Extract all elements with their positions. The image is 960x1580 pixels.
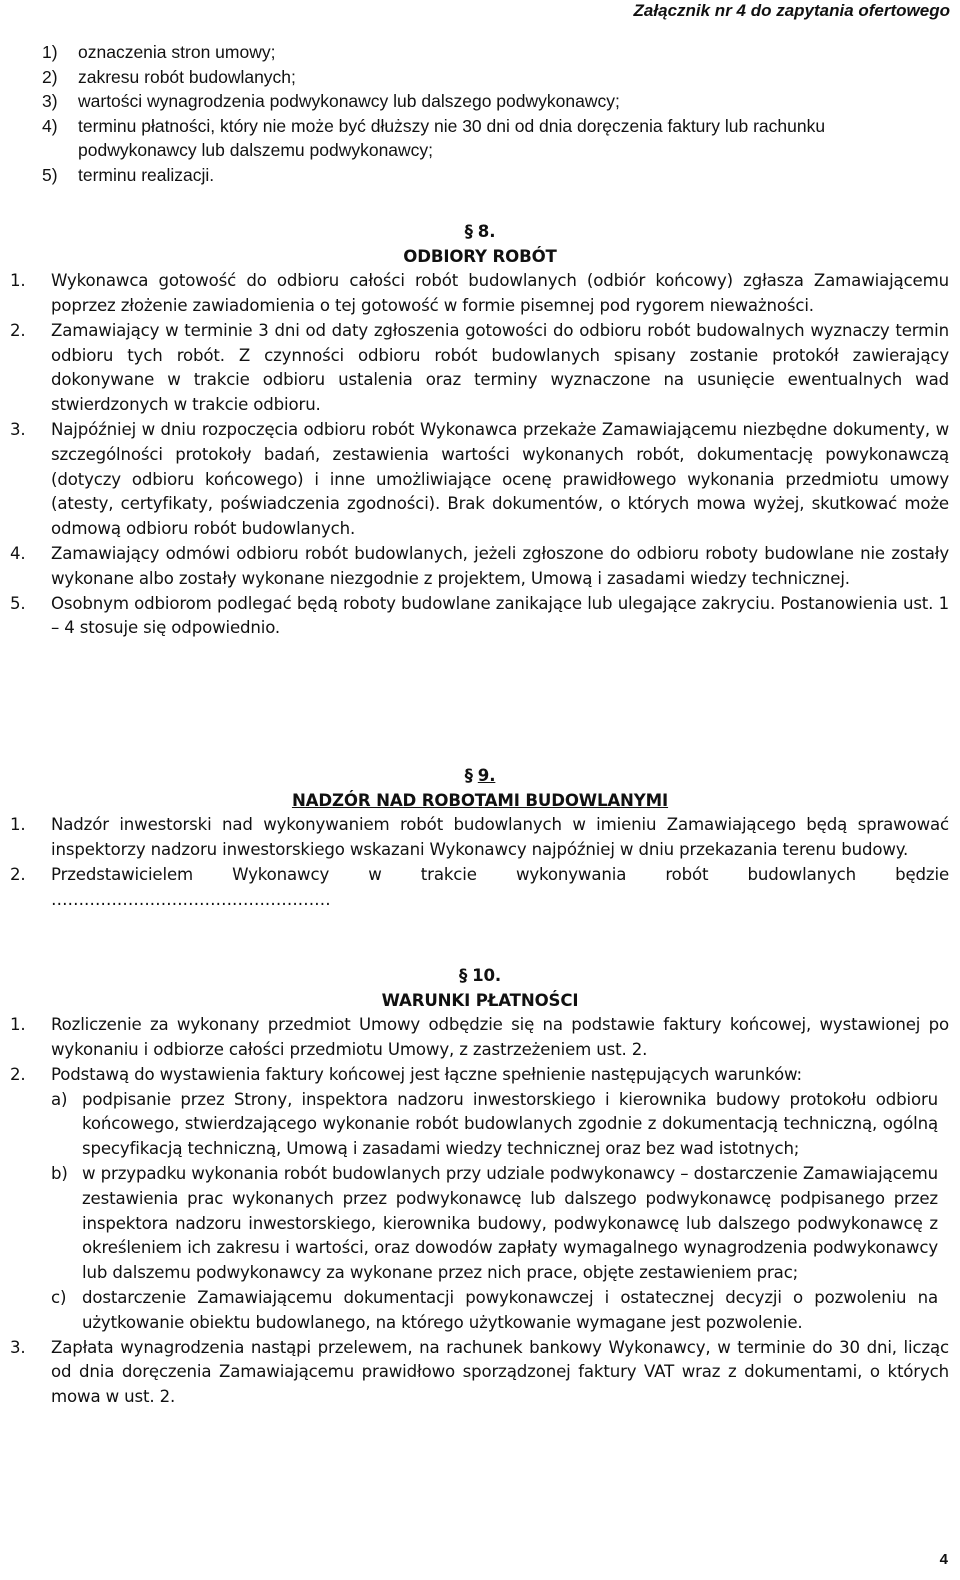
section-item [10, 1063, 960, 1336]
list-item-text: wartości wynagrodzenia podwykonawcy lub dalszego podwykonawcy; [78, 91, 620, 112]
intro-list [42, 40, 942, 188]
sub-item-text: w przypadku wykonania robót budowlanych przy udziale podwykonawcy – dostarczenie Zamawiającemu zestawienia prac wykonanych przez podwykonawcę lub dalszego podwykonawcę podpisanego przez inspektora nadzoru inwestorskiego, kierownika budowy, podwykonawcę lub dalszego podwykonawcę z określeniem ich zakresu i wartości, oraz dowodów zapłaty wymagalnego wynagrodzenia podwykonawcy lub dalszemu podwykonawcy za wykonane przez nich prace, objęte zestawieniem prac; [82, 1163, 938, 1283]
list-item-number: 5) [42, 164, 58, 185]
sub-item-letter: b) [51, 1163, 68, 1183]
item-number: 4. [10, 543, 26, 563]
section-title: WARUNKI PŁATNOŚCI [381, 990, 579, 1010]
attachment-header: Załącznik nr 4 do zapytania ofertowego [633, 1, 950, 20]
item-text: Zamawiający w terminie 3 dni od daty zgłoszenia gotowości do odbioru robót budowalnych wyznaczy termin odbioru tych robót. Z czynności odbioru robót budowlanych spisany zostanie protokół zawierający dokonywane w trakcie odbioru ustalenia oraz terminy wyznaczone na usunięcie ewentualnych wad stwierdzonych w trakcie odbioru. [51, 320, 949, 415]
paragraph-sign: § [464, 222, 473, 241]
section-number-value: 10. [472, 966, 502, 985]
sub-item [51, 1088, 949, 1162]
list-item-number: 3) [42, 91, 58, 112]
list-item-text: terminu płatności, który nie może być dłuższy nie 30 dni od dnia doręczenia faktury lub rachunku podwykonawcy lub dalszemu podwykonawcy; [78, 115, 826, 161]
section-number-value: 8. [477, 222, 496, 241]
item-text: Zapłata wynagrodzenia nastąpi przelewem, na rachunek bankowy Wykonawcy, w terminie do 30 dni, licząc od dnia doręczenia Zamawiającemu prawidłowo sporządzonej faktury VAT wraz z dokumentami, o których mowa w ust. 2. [51, 1337, 949, 1407]
sub-item-text: podpisanie przez Strony, inspektora nadzoru inwestorskiego i kierownika budowy protokołu odbioru końcowego, stwierdzającego wykonanie robót budowlanych zgodnie z dokumentacją techniczną, ogólną specyfikacją techniczną, Umową i zasadami wiedzy technicznej oraz bez wad istotnych; [82, 1089, 938, 1159]
item-text [51, 1063, 960, 1336]
paragraph-sign: § [458, 966, 468, 985]
item-text-intro: Podstawą do wystawienia faktury końcowej jest łączne spełnienie następujących warunków: [51, 1064, 802, 1084]
section-9 [0, 764, 960, 912]
section-item [10, 269, 960, 319]
item-number: 2. [10, 1064, 26, 1084]
list-item [42, 114, 942, 163]
item-number: 2. [10, 320, 26, 340]
sub-item-text: dostarczenie Zamawiającemu dokumentacji powykonawczej i ostatecznej decyzji o pozwoleniu na użytkowanie obiektu budowlanego, na którego użytkowanie wymagane jest pozwolenie. [82, 1287, 938, 1332]
sub-item-letter: c) [51, 1287, 67, 1307]
list-item-text: zakresu robót budowlanych; [78, 66, 296, 87]
item-text: Rozliczenie za wykonany przedmiot Umowy odbędzie się na podstawie faktury końcowej, wystawionej po wykonaniu i odbiorze całości przedmiotu Umowy, z zastrzeżeniem ust. 2. [51, 1015, 949, 1059]
list-item [42, 40, 942, 65]
sub-item-letter: a) [51, 1089, 68, 1109]
section-number [0, 764, 960, 789]
list-item [42, 65, 942, 90]
item-number: 1. [10, 815, 26, 835]
sub-item [51, 1162, 949, 1286]
item-text: Osobnym odbiorom podlegać będą roboty budowlane zanikające lub ulegające zakryciu. Postanowienia ust. 1 – 4 stosuje się odpowiednio. [51, 593, 949, 638]
item-number: 1. [10, 271, 26, 291]
item-text: Zamawiający odmówi odbioru robót budowlanych, jeżeli zgłoszone do odbioru roboty budowlane nie zostały wykonane albo zostały wykonane niezgodnie z projektem, Umową i zasadami wiedzy technicznej. [51, 543, 949, 588]
section-item [10, 542, 960, 592]
section-title: NADZÓR NAD ROBOTAMI BUDOWLANYMI [291, 790, 669, 810]
list-item [42, 89, 942, 114]
list-item-number: 2) [42, 66, 58, 87]
list-item-number: 4) [42, 115, 58, 136]
item-number: 3. [10, 419, 26, 439]
section-number [0, 964, 960, 989]
item-text: Najpóźniej w dniu rozpoczęcia odbioru robót Wykonawca przekaże Zamawiającemu niezbędne dokumenty, w szczególności protokoły badań, zestawienia wartości wykonanych robót, dokumentację powykonawczą (dotyczy odbioru końcowego) i inne umożliwiające ocenę prawidłowego wykonania przedmiotu umowy (atesty, certyfikaty, poświadczenia zgodności). Brak dokumentów, o których mowa wyżej, skutkować może odmową odbioru robót budowlanych. [51, 419, 949, 539]
list-item [42, 163, 942, 188]
section-number-value: 9. [477, 766, 496, 785]
section-title: ODBIORY ROBÓT [403, 246, 557, 266]
item-number: 3. [10, 1337, 26, 1357]
item-text: Nadzór inwestorski nad wykonywaniem robót budowlanych w imieniu Zamawiającego będą sprawować inspektorzy nadzoru inwestorskiego wskazani Wykonawcy najpóźniej w dniu przekazania terenu budowy. [51, 815, 949, 859]
section-8 [0, 220, 960, 641]
list-item-text: terminu realizacji. [78, 164, 215, 185]
list-item-number: 1) [42, 42, 58, 62]
sub-item [51, 1286, 949, 1336]
list-item-text: oznaczenia stron umowy; [78, 42, 276, 62]
item-text: Przedstawicielem Wykonawcy w trakcie wykonywania robót budowlanych będzie …………………………………………… [51, 864, 949, 909]
section-item [10, 863, 960, 913]
paragraph-sign: § [464, 766, 473, 785]
section-item [10, 1013, 960, 1063]
page-number: 4 [939, 1551, 948, 1568]
item-number: 2. [10, 864, 26, 884]
section-number [0, 220, 960, 245]
section-item [10, 813, 960, 863]
item-number: 5. [10, 593, 26, 613]
section-item [10, 418, 960, 542]
section-item [10, 1336, 960, 1410]
item-number: 1. [10, 1015, 26, 1035]
section-10 [0, 964, 960, 1410]
item-text: Wykonawca gotowość do odbioru całości robót budowlanych (odbiór końcowy) zgłasza Zamawiającemu poprzez złożenie zawiadomienia o tej gotowość w formie pisemnej pod rygorem nieważności. [51, 271, 949, 315]
section-item [10, 592, 960, 642]
section-item [10, 319, 960, 418]
